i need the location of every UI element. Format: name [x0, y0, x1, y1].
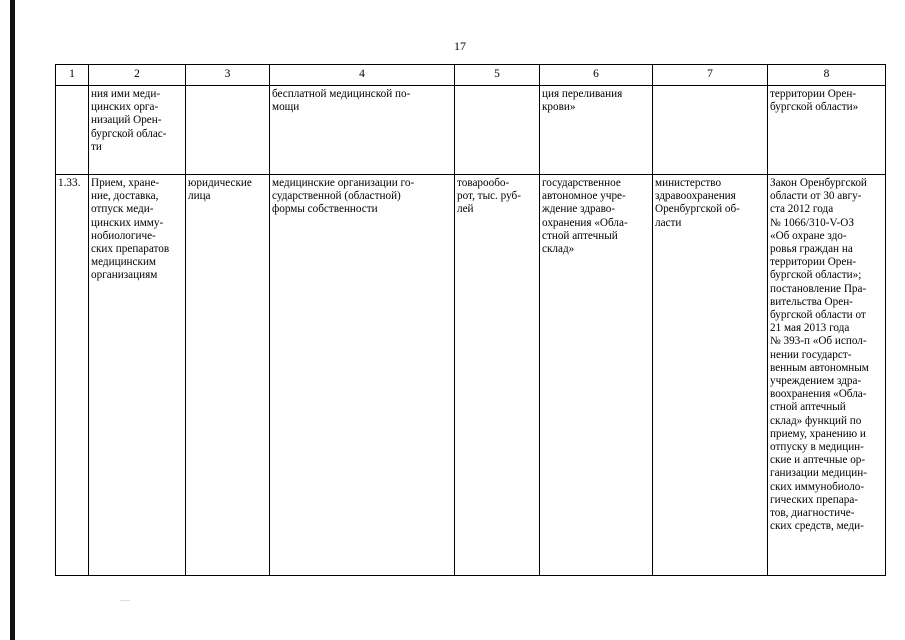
table-cell: Прием, хране- ние, доставка, отпуск меди- цинских имму- нобиологиче- ских препаратов медицинским организациям: [89, 175, 186, 576]
registry-table: [55, 64, 886, 576]
table-cell: [455, 86, 540, 175]
table-cell: 1.33.: [56, 175, 89, 576]
table-row: [56, 86, 886, 175]
column-header: 8: [768, 65, 886, 86]
table-cell: ния ими меди- цинских орга- низаций Орен- бургской облас- ти: [89, 86, 186, 175]
table-row: [56, 175, 886, 576]
column-header: 7: [653, 65, 768, 86]
table-cell: территории Орен- бургской области»: [768, 86, 886, 175]
column-header: 2: [89, 65, 186, 86]
column-header: 5: [455, 65, 540, 86]
scan-speck: [120, 600, 130, 601]
column-header: 1: [56, 65, 89, 86]
table-cell: медицинские организации го- сударственной (областной) формы собственности: [270, 175, 455, 576]
column-header: 3: [186, 65, 270, 86]
table-cell: государственное автономное учре- ждение здраво- охранения «Обла- стной аптечный склад»: [540, 175, 653, 576]
column-header: 4: [270, 65, 455, 86]
table-cell: [56, 86, 89, 175]
page-number: 17: [454, 39, 466, 53]
table-cell: министерство здравоохранения Оренбургской об- ласти: [653, 175, 768, 576]
table-cell: Закон Оренбургской области от 30 авгу- ста 2012 года № 1066/310-V-ОЗ «Об охране здо- ровья граждан на территории Орен- бургской области»; постановление Пра- вительства Орен- бургской области от 21 мая 2013 года № 393-п «Об испол- нении государст- венным автономным учреждением здра- воохранения «Обла- стной аптечный склад» функций по приему, хранению и отпуску в медицин- ские и аптечные ор- ганизации медицин- ских иммунобиоло- гических препара- тов, диагностиче- ских средств, меди-: [768, 175, 886, 576]
table-header-row: [56, 65, 886, 86]
table-cell: юридические лица: [186, 175, 270, 576]
table-cell: ция переливания крови»: [540, 86, 653, 175]
scan-edge-bar: [10, 0, 15, 640]
table-cell: [653, 86, 768, 175]
column-header: 6: [540, 65, 653, 86]
table-cell: бесплатной медицинской по- мощи: [270, 86, 455, 175]
table-cell: товарообо- рот, тыс. руб- лей: [455, 175, 540, 576]
table-cell: [186, 86, 270, 175]
